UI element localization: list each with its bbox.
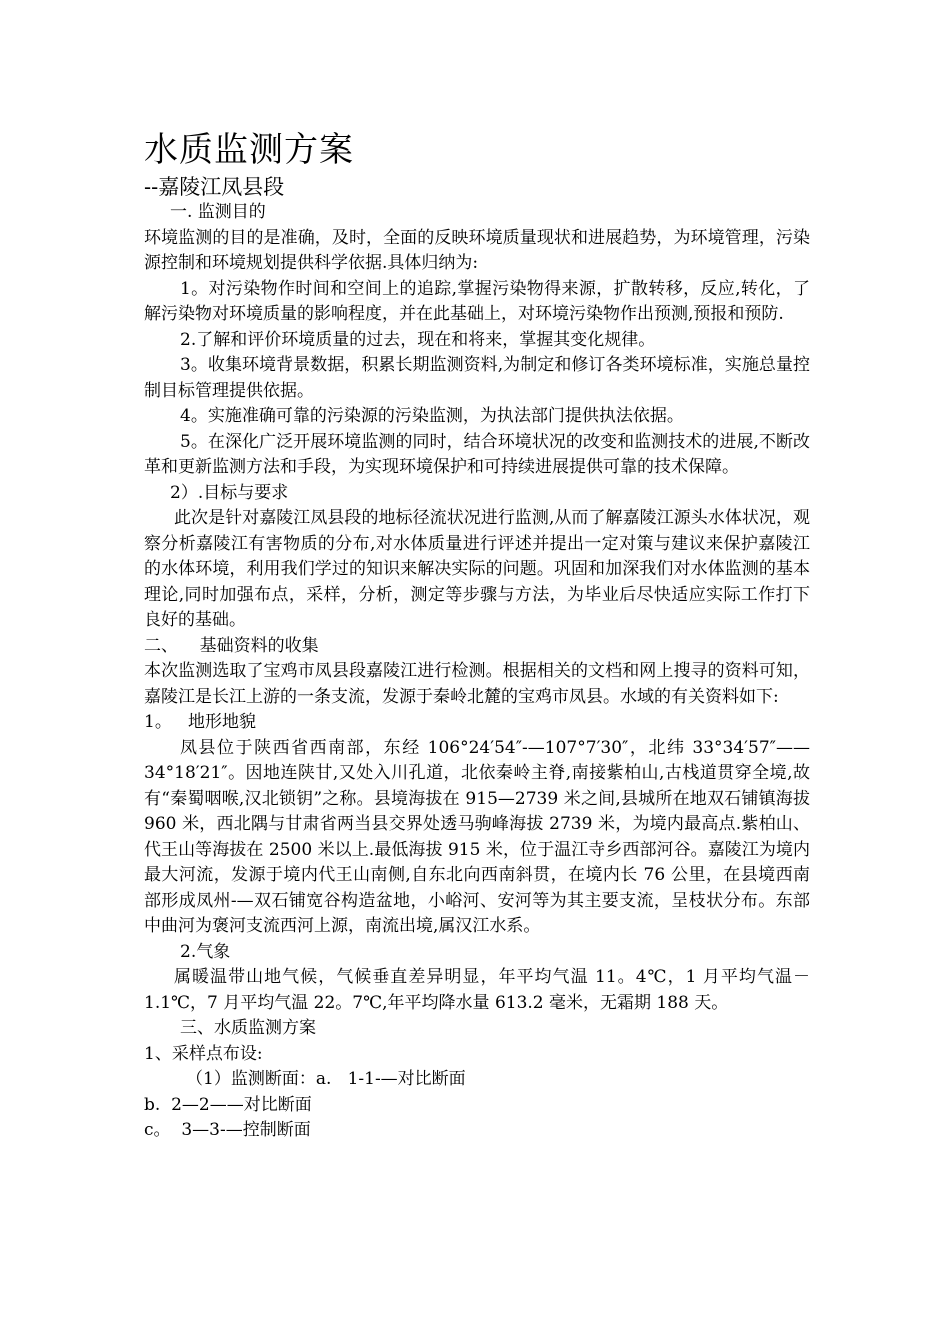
sampling-heading: 1、采样点布设: bbox=[144, 1043, 263, 1064]
climate-heading: 2.气象 bbox=[180, 941, 231, 962]
terrain-heading: 1。 地形地貌 bbox=[144, 712, 257, 732]
document-body bbox=[144, 128, 810, 1144]
section1-subtext: 此次是针对嘉陵江凤县段的地标径流状况进行监测,从而了解嘉陵江源头水体状况，观察分析嘉陵江有害物质的分布,对水体质量进行评述并提出一定对策与建议来保护嘉陵江的水体环境，利用我们学过的知识来解决实际的问题。巩固和加深我们对水体监测的基本理论,同时加强布点，采样，分析，测定等步骤与方法，为毕业后尽快适应实际工作打下良好的基础。 bbox=[144, 508, 810, 630]
section2-intro: 本次监测选取了宝鸡市凤县段嘉陵江进行检测。根据相关的文档和网上搜寻的资料可知，嘉陵江是长江上游的一条支流，发源于秦岭北麓的宝鸡市凤县。水域的有关资料如下: bbox=[144, 661, 810, 707]
section1-item-5: 5。在深化广泛开展环境监测的同时，结合环境状况的改变和监测技术的进展,不断改革和更新监测方法和手段，为实现环境保护和可持续进展提供可靠的技术保障。 bbox=[144, 431, 810, 477]
section1-subheading: 2）.目标与要求 bbox=[170, 482, 289, 503]
section2-heading: 二、 基础资料的收集 bbox=[144, 635, 319, 656]
section1-item-1: 1。对污染物作时间和空间上的追踪,掌握污染物得来源，扩散转移，反应,转化，了解污染物对环境质量的影响程度，并在此基础上，对环境污染物作出预测,预报和预防. bbox=[144, 278, 810, 324]
section1-item-2: 2.了解和评价环境质量的过去，现在和将来，掌握其变化规律。 bbox=[180, 329, 656, 350]
section3-heading: 三、水质监测方案 bbox=[180, 1018, 316, 1038]
terrain-text: 凤县位于陕西省西南部，东经 106°24′54″-—107°7′30″，北纬 33°34′57″——34°18′21″。因地连陕甘,又处入川孔道，北依秦岭主脊,南接紫柏山,古栈道贯穿全境,故有“秦蜀咽喉,汉北锁钥”之称。县境海拔在 915—2739 米之间,县城所在地双石铺镇海拔 960 米，西北隅与甘肃省两当县交界处透马驹峰海拔 2739 米，为境内最高点.紫柏山、代王山等海拔在 2500 米以上.最低海拔 915 米，位于温江寺乡西部河谷。嘉陵江为境内最大河流，发源于境内代王山南侧,自东北向西南斜贯，在境内长 76 公里，在县境西南部形成凤州-—双石铺宽谷构造盆地，小峪河、安河等为其主要支流，呈枝状分布。东部中曲河为褒河支流西河上源，南流出境,属汉江水系。 bbox=[144, 737, 810, 936]
section1-item-3: 3。收集环境背景数据，积累长期监测资料,为制定和修订各类环境标准，实施总量控制目标管理提供依据。 bbox=[144, 355, 810, 401]
section1-heading: 一. 监测目的 bbox=[170, 202, 266, 222]
monitor-section-line: （1）监测断面：a. 1-1-—对比断面 bbox=[186, 1069, 466, 1089]
document-subtitle: --嘉陵江凤县段 bbox=[144, 175, 285, 199]
monitor-line-c: c。 3—3-—控制断面 bbox=[144, 1120, 311, 1140]
section1-intro: 环境监测的目的是准确，及时，全面的反映环境质量现状和进展趋势，为环境管理，污染源控制和环境规划提供科学依据.具体归纳为: bbox=[144, 227, 810, 273]
monitor-line-b: b. 2—2——对比断面 bbox=[144, 1094, 312, 1115]
climate-text: 属暖温带山地气候，气候垂直差异明显，年平均气温 11。4℃，1 月平均气温－1.1℃，7 月平均气温 22。7℃,年平均降水量 613.2 毫米，无霜期 188 天。 bbox=[144, 967, 810, 1013]
document-title: 水质监测方案 bbox=[144, 130, 354, 170]
section1-item-4: 4。实施准确可靠的污染源的污染监测，为执法部门提供执法依据。 bbox=[180, 406, 684, 426]
